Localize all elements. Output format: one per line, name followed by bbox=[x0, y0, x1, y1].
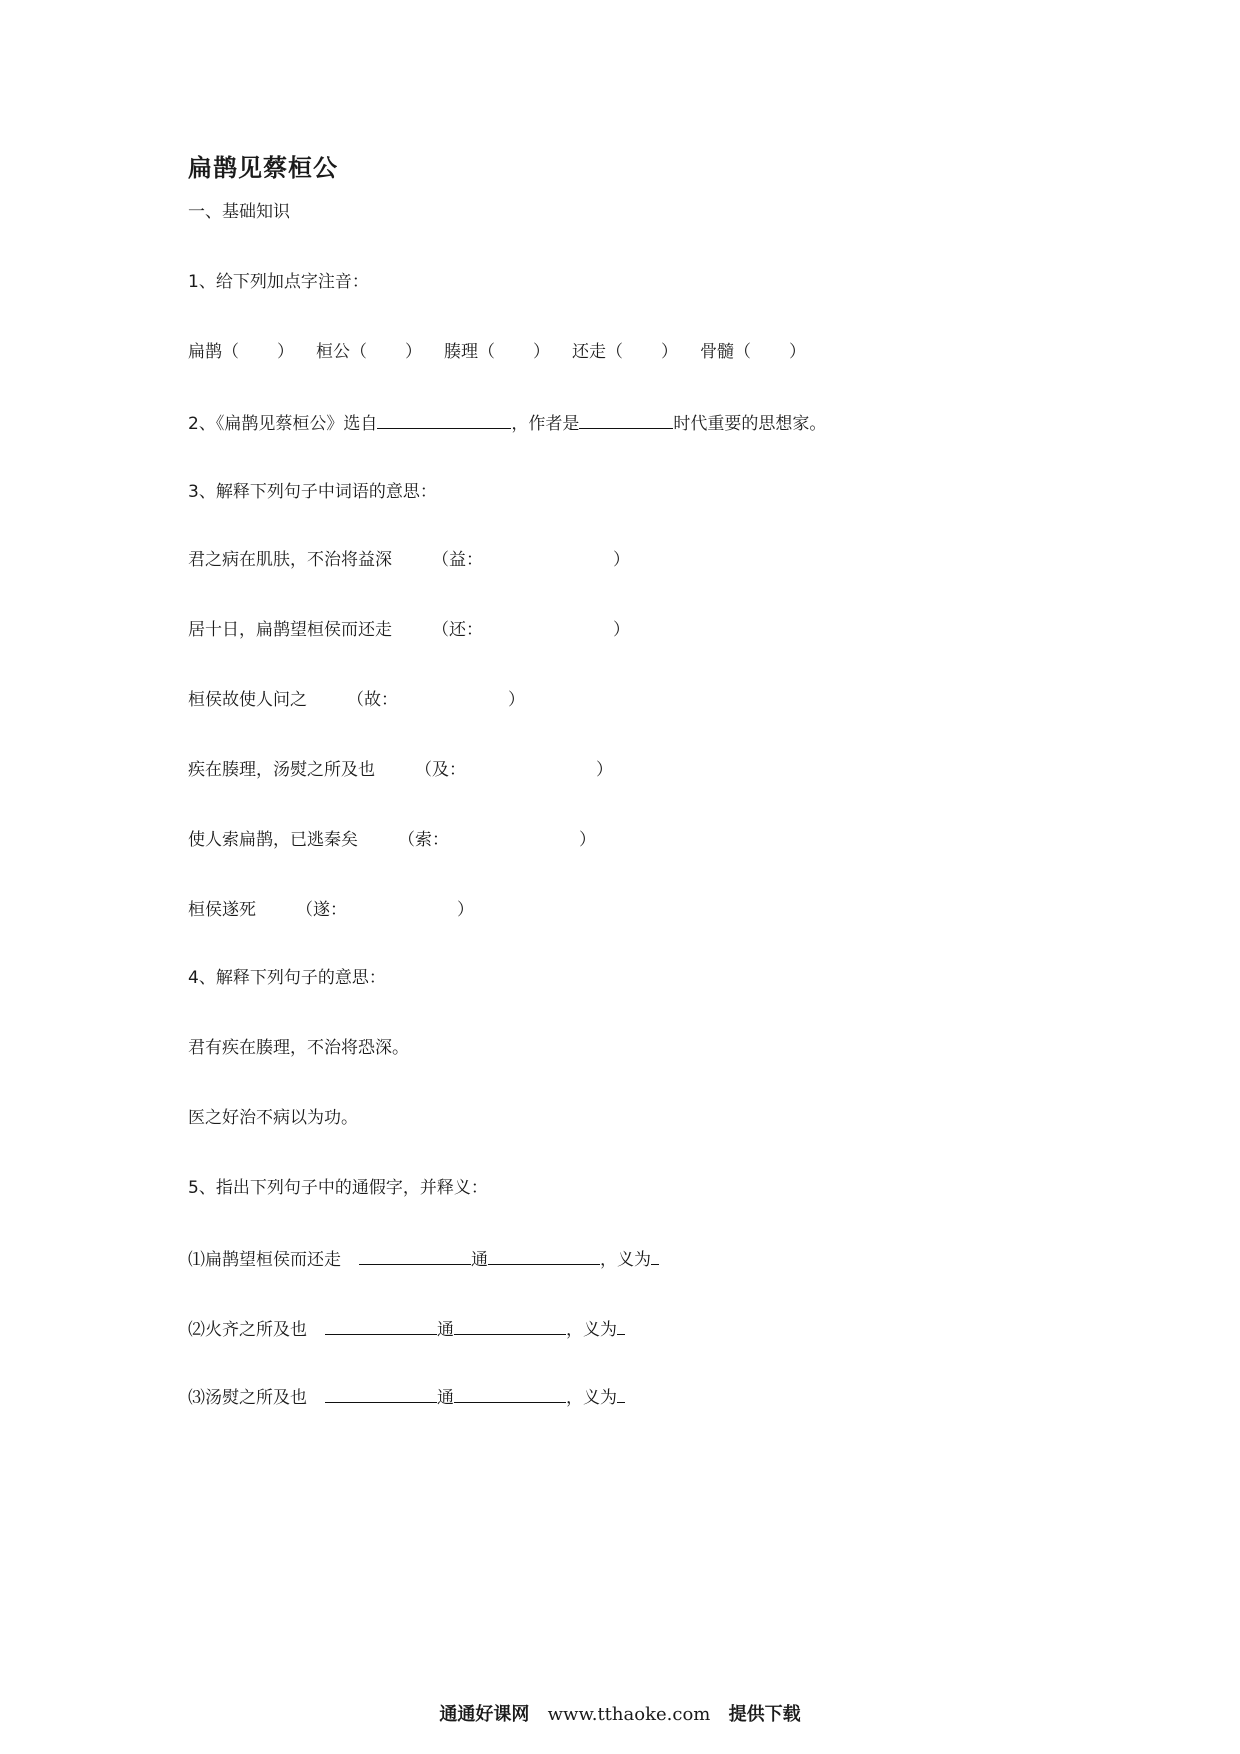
q3-paren-open: （及： bbox=[415, 760, 466, 780]
q3-paren-close: ） bbox=[579, 830, 596, 850]
tong-label: 通 bbox=[437, 1320, 454, 1340]
question-2-part2: ，作者是 bbox=[511, 414, 580, 434]
q3-paren-open: （益： bbox=[432, 550, 483, 570]
q4-item-1: 君有疾在腠理，不治将恐深。 bbox=[188, 1038, 409, 1058]
section-heading: 一、基础知识 bbox=[188, 202, 290, 222]
question-4-prompt: 4、解释下列句子的意思： bbox=[188, 968, 386, 988]
q3-paren-close: ） bbox=[613, 620, 630, 640]
tong-label: 通 bbox=[471, 1250, 488, 1270]
q3-paren-close: ） bbox=[596, 760, 613, 780]
yiwei-label: ，义为 bbox=[566, 1388, 617, 1408]
q3-paren-open: （遂： bbox=[296, 900, 347, 920]
paren-close: ） bbox=[661, 342, 678, 362]
question-5-prompt: 5、指出下列句子中的通假字，并释义： bbox=[188, 1178, 488, 1198]
question-1-prompt: 1、给下列加点字注音： bbox=[188, 272, 369, 292]
q3-item-1 bbox=[188, 548, 630, 572]
q3-sentence: 君之病在肌肤，不治将益深 bbox=[188, 550, 392, 570]
answer-blank[interactable] bbox=[579, 410, 673, 429]
question-2-part1: 2、《扁鹊见蔡桓公》选自 bbox=[188, 414, 378, 434]
answer-blank[interactable] bbox=[617, 1316, 625, 1335]
tong-label: 通 bbox=[437, 1388, 454, 1408]
yiwei-label: ，义为 bbox=[566, 1320, 617, 1340]
q5-item-2 bbox=[188, 1316, 625, 1342]
answer-blank[interactable] bbox=[377, 410, 511, 429]
page-footer bbox=[0, 1700, 1240, 1726]
question-3-prompt: 3、解释下列句子中词语的意思： bbox=[188, 482, 437, 502]
answer-blank[interactable] bbox=[325, 1384, 437, 1403]
item-bianque: 扁鹊（ bbox=[188, 342, 239, 362]
answer-blank[interactable] bbox=[651, 1246, 659, 1265]
answer-blank[interactable] bbox=[488, 1246, 600, 1265]
item-couli: 腠理（ bbox=[444, 342, 495, 362]
q3-paren-open: （索： bbox=[398, 830, 449, 850]
q3-item-6 bbox=[188, 898, 474, 922]
paren-close: ） bbox=[277, 342, 294, 362]
q3-paren-open: （还： bbox=[432, 620, 483, 640]
q5-sentence: ⑴扁鹊望桓侯而还走 bbox=[188, 1250, 341, 1270]
question-1-items bbox=[188, 340, 806, 364]
q3-item-3 bbox=[188, 688, 525, 712]
page-title: 扁鹊见蔡桓公 bbox=[188, 153, 338, 182]
q3-paren-close: ） bbox=[457, 900, 474, 920]
q3-sentence: 居十日，扁鹊望桓侯而还走 bbox=[188, 620, 392, 640]
q3-sentence: 使人索扁鹊，已逃秦矣 bbox=[188, 830, 358, 850]
paren-close: ） bbox=[405, 342, 422, 362]
item-huanzou: 还走（ bbox=[572, 342, 623, 362]
item-huangong: 桓公（ bbox=[316, 342, 367, 362]
q5-sentence: ⑵火齐之所及也 bbox=[188, 1320, 307, 1340]
paren-close: ） bbox=[789, 342, 806, 362]
footer-note: 提供下载 bbox=[728, 1704, 801, 1725]
q5-item-3 bbox=[188, 1384, 625, 1410]
q3-item-5 bbox=[188, 828, 596, 852]
answer-blank[interactable] bbox=[359, 1246, 471, 1265]
q3-item-4 bbox=[188, 758, 613, 782]
footer-url[interactable]: www.tthaoke.com bbox=[547, 1704, 711, 1725]
paren-close: ） bbox=[533, 342, 550, 362]
q3-paren-close: ） bbox=[508, 690, 525, 710]
q3-sentence: 疾在腠理，汤熨之所及也 bbox=[188, 760, 375, 780]
answer-blank[interactable] bbox=[454, 1384, 566, 1403]
q3-item-2 bbox=[188, 618, 630, 642]
q3-sentence: 桓侯故使人问之 bbox=[188, 690, 307, 710]
item-gusui: 骨髓（ bbox=[700, 342, 751, 362]
footer-site-name: 通通好课网 bbox=[439, 1704, 530, 1725]
question-2-part3: 时代重要的思想家。 bbox=[673, 414, 827, 434]
q3-paren-close: ） bbox=[613, 550, 630, 570]
answer-blank[interactable] bbox=[454, 1316, 566, 1335]
answer-blank[interactable] bbox=[617, 1384, 625, 1403]
q3-sentence: 桓侯遂死 bbox=[188, 900, 256, 920]
q5-item-1 bbox=[188, 1246, 659, 1272]
question-2 bbox=[188, 410, 826, 436]
yiwei-label: ，义为 bbox=[600, 1250, 651, 1270]
q5-sentence: ⑶汤熨之所及也 bbox=[188, 1388, 307, 1408]
answer-blank[interactable] bbox=[325, 1316, 437, 1335]
q3-paren-open: （故： bbox=[347, 690, 398, 710]
q4-item-2: 医之好治不病以为功。 bbox=[188, 1108, 358, 1128]
